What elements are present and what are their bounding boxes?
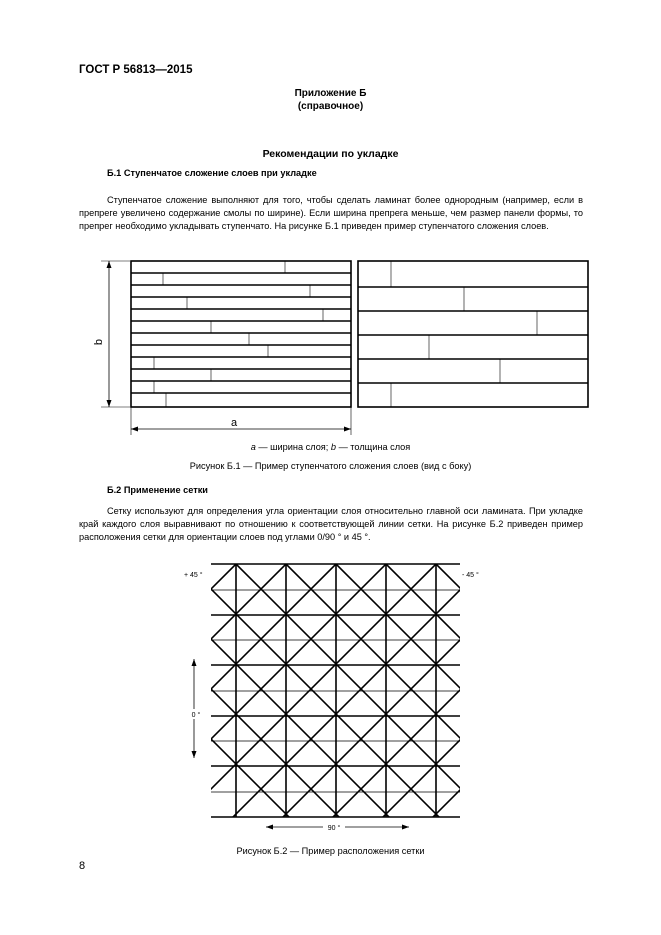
document-header: ГОСТ Р 56813—2015 bbox=[79, 64, 193, 76]
legend-a-symbol: a bbox=[250, 442, 256, 452]
section-b2-title: Б.2 Применение сетки bbox=[107, 485, 208, 495]
page-number: 8 bbox=[79, 860, 86, 872]
figure-b2-caption: Рисунок Б.2 — Пример расположения сетки bbox=[236, 846, 425, 856]
dimension-b bbox=[93, 261, 130, 407]
grid-diagonal-lines bbox=[180, 564, 490, 834]
figure-b1-diagram bbox=[90, 255, 600, 435]
legend-b-symbol: b bbox=[330, 442, 337, 452]
section-b2-paragraph: Сетку используют для определения угла ориентации слоя относительно главной оси ламината. При укладке край каждого слоя выравнивают по отношению к соответствующей линии сетки. На рисунке Б.2 приведен пример расположения сетки для ориентации слоев под углами 0/90 ° и 45 °. bbox=[79, 506, 583, 542]
legend-b-text: — толщина слоя bbox=[336, 442, 411, 452]
label-0deg: 0 ° bbox=[191, 712, 201, 719]
page-title: Рекомендации по укладке bbox=[262, 148, 399, 160]
section-b1-paragraph: Ступенчатое сложение выполняют для того, чтобы сделать ламинат более однородным (например, если в препреге увеличено содержание смолы по ширине). Если ширина препрега меньше, чем размер панели формы, то препрег необходимо укладывать ступенчато. На рисунке Б.1 приведен пример ступенчатого сложения слоев. bbox=[79, 195, 583, 231]
dimension-a-label: a bbox=[230, 417, 238, 429]
figure-b1-legend bbox=[0, 442, 661, 452]
label-plus45: + 45 ° bbox=[184, 572, 203, 579]
axis-0deg bbox=[187, 659, 203, 758]
stacked-plies-thick bbox=[358, 261, 588, 407]
dimension-b-label: b bbox=[93, 338, 105, 346]
stacked-plies-thin bbox=[131, 261, 351, 407]
legend-a-text: — ширина слоя; bbox=[255, 442, 331, 452]
dimension-a bbox=[131, 407, 351, 435]
axis-90deg bbox=[266, 822, 409, 832]
grid-vertical-lines bbox=[236, 564, 436, 817]
section-b1-title: Б.1 Ступенчатое сложение слоев при укладке bbox=[107, 168, 317, 178]
figure-b2-grid bbox=[180, 558, 490, 840]
label-90deg: 90 ° bbox=[327, 825, 341, 832]
annex-title: Приложение Б bbox=[294, 88, 367, 99]
label-minus45: - 45 ° bbox=[462, 572, 479, 579]
annex-type: (справочное) bbox=[297, 101, 364, 112]
figure-b1-caption: Рисунок Б.1 — Пример ступенчатого сложения слоев (вид с боку) bbox=[189, 461, 472, 471]
